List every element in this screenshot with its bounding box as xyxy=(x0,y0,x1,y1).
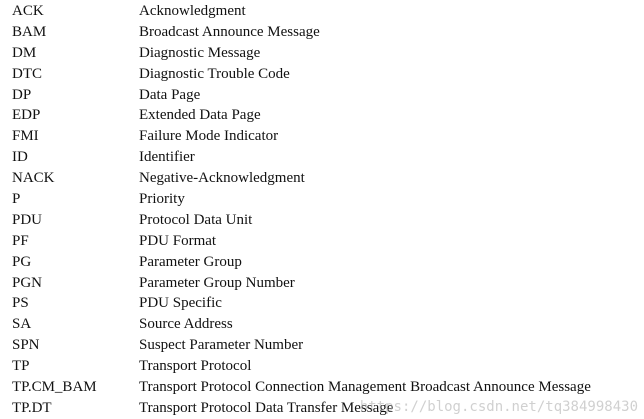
abbreviation-term: PF xyxy=(12,232,29,249)
abbreviation-term: SPN xyxy=(12,337,40,354)
abbreviation-description: Broadcast Announce Message xyxy=(139,23,320,40)
abbreviation-row xyxy=(12,43,640,64)
abbreviation-description: Transport Protocol Data Transfer Message xyxy=(139,399,394,416)
abbreviation-term: DP xyxy=(12,86,32,103)
abbreviation-description: Negative-Acknowledgment xyxy=(139,170,305,187)
abbreviation-row xyxy=(12,356,640,377)
abbreviation-row xyxy=(12,210,640,231)
abbreviation-description: Parameter Group xyxy=(139,253,242,270)
abbreviation-description: Diagnostic Trouble Code xyxy=(139,65,290,82)
abbreviation-row xyxy=(12,314,640,335)
abbreviation-row xyxy=(12,335,640,356)
abbreviation-row xyxy=(12,252,640,273)
abbreviation-term: ACK xyxy=(12,3,44,19)
abbreviation-row xyxy=(12,22,640,43)
abbreviation-row xyxy=(12,85,640,106)
abbreviation-description: Acknowledgment xyxy=(139,3,246,19)
abbreviation-term: ID xyxy=(12,149,28,166)
abbreviation-term: BAM xyxy=(12,23,47,40)
abbreviation-term: DTC xyxy=(12,65,42,82)
abbreviation-row xyxy=(12,1,640,22)
abbreviation-description: Priority xyxy=(139,191,185,208)
abbreviation-description: PDU Format xyxy=(139,232,217,249)
abbreviation-row xyxy=(12,273,640,294)
abbreviation-row xyxy=(12,126,640,147)
abbreviation-description: Data Page xyxy=(139,86,201,103)
abbreviation-row xyxy=(12,293,640,314)
abbreviation-row xyxy=(12,147,640,168)
abbreviation-term: PS xyxy=(12,295,29,312)
abbreviation-description: Parameter Group Number xyxy=(139,274,295,291)
abbreviation-term: PGN xyxy=(12,274,43,291)
abbreviation-term: P xyxy=(12,191,21,208)
abbreviation-description: PDU Specific xyxy=(139,295,222,312)
abbreviation-term: TP.CM_BAM xyxy=(12,379,97,396)
abbreviation-description: Failure Mode Indicator xyxy=(139,128,279,145)
abbreviation-term: NACK xyxy=(12,170,55,187)
abbreviation-row xyxy=(12,105,640,126)
abbreviation-row xyxy=(12,168,640,189)
abbreviation-term: PG xyxy=(12,253,32,270)
abbreviation-row xyxy=(12,231,640,252)
abbreviation-description: Transport Protocol xyxy=(139,358,252,375)
abbreviation-description: Protocol Data Unit xyxy=(139,211,253,228)
abbreviation-term: TP xyxy=(12,358,30,375)
abbreviation-description: Identifier xyxy=(139,149,195,166)
watermark: https://blog.csdn.net/tq384998430 xyxy=(359,399,638,415)
abbreviation-term: SA xyxy=(12,316,32,333)
abbreviation-description: Extended Data Page xyxy=(139,107,261,124)
abbreviation-description: Source Address xyxy=(139,316,233,333)
abbreviation-term: TP.DT xyxy=(12,399,52,416)
abbreviation-list xyxy=(12,1,640,419)
abbreviation-term: EDP xyxy=(12,107,41,124)
abbreviation-row xyxy=(12,189,640,210)
abbreviation-row xyxy=(12,64,640,85)
abbreviation-description: Suspect Parameter Number xyxy=(139,337,304,354)
abbreviation-term: FMI xyxy=(12,128,39,145)
abbreviation-description: Diagnostic Message xyxy=(139,44,261,61)
abbreviation-row xyxy=(12,377,640,398)
abbreviation-term: DM xyxy=(12,44,37,61)
abbreviation-term: PDU xyxy=(12,211,43,228)
abbreviation-description: Transport Protocol Connection Management Broadcast Announce Message xyxy=(139,379,591,396)
